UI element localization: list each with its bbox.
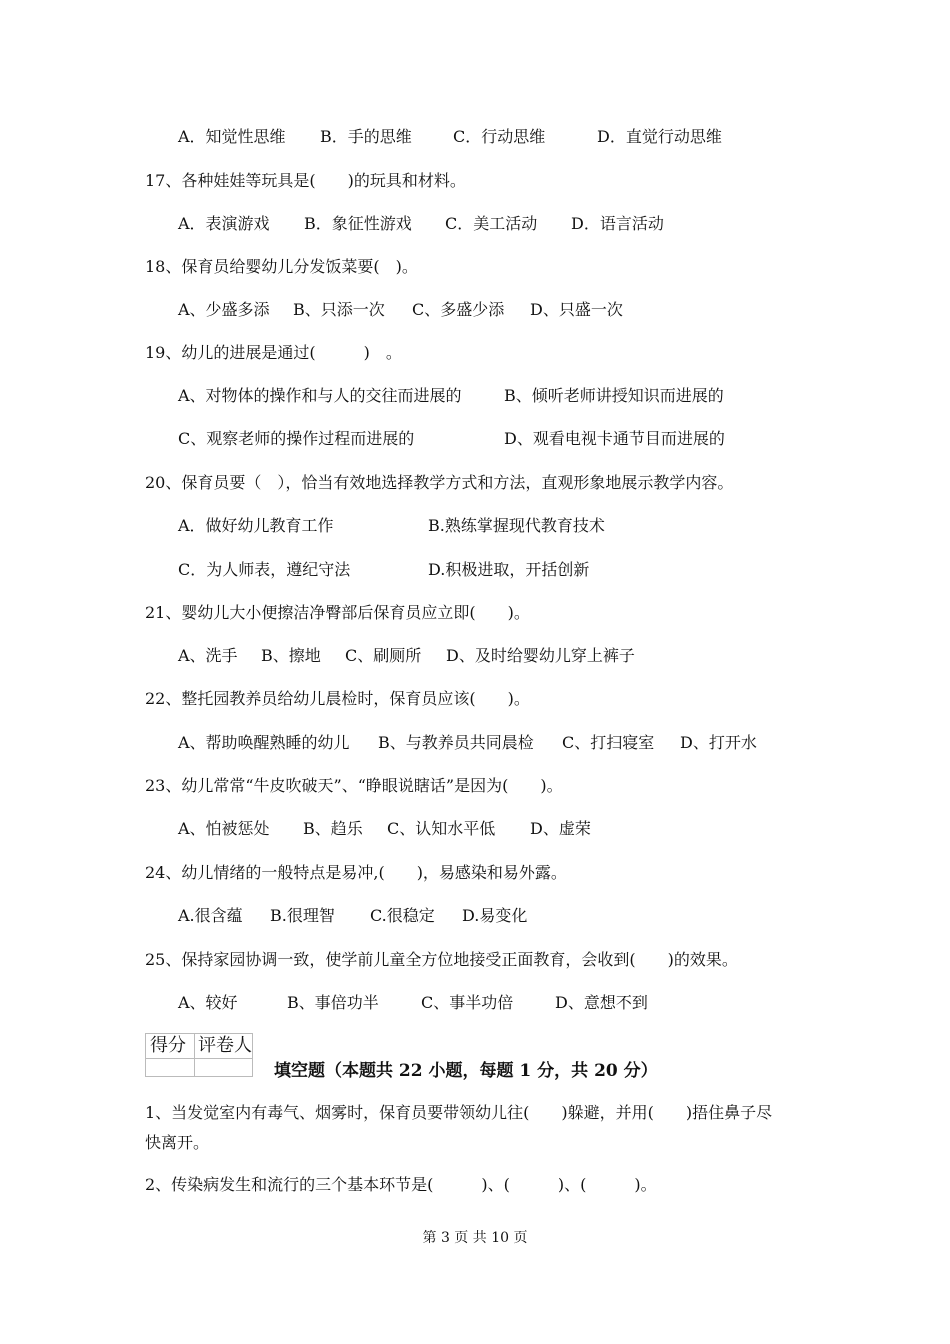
q16-option-d: D．直觉行动思维 xyxy=(597,127,722,146)
q21-option-d: D、及时给婴幼儿穿上裤子 xyxy=(446,646,635,665)
fill1-line1: 1、当发觉室内有毒气、烟雾时，保育员要带领幼儿往( )躲避，并用( )捂住鼻子尽 xyxy=(145,1103,773,1122)
q19-option-a: A、对物体的操作和与人的交往而进展的 xyxy=(178,386,462,405)
q25-option-b: B、事倍功半 xyxy=(287,993,379,1012)
q20-option-c: C．为人师表，遵纪守法 xyxy=(178,560,351,579)
q17-option-d: D．语言活动 xyxy=(571,214,664,233)
q22-option-b: B、与教养员共同晨检 xyxy=(378,733,534,752)
grader-label: 评卷人 xyxy=(198,1035,252,1056)
q18-option-c: C、多盛少添 xyxy=(412,300,505,319)
q19-option-d: D、观看电视卡通节目而进展的 xyxy=(504,429,725,448)
q25-option-d: D、意想不到 xyxy=(555,993,648,1012)
fill1-line2: 快离开。 xyxy=(145,1133,210,1152)
q17-option-a: A．表演游戏 xyxy=(178,214,270,233)
q20-stem: 20、保育员要（ ），恰当有效地选择教学方式和方法，直观形象地展示教学内容。 xyxy=(145,473,734,492)
q17-stem: 17、各种娃娃等玩具是( )的玩具和材料。 xyxy=(145,171,466,190)
score-label: 得分 xyxy=(150,1035,186,1056)
q23-option-c: C、认知水平低 xyxy=(387,819,496,838)
q16-option-b: B．手的思维 xyxy=(320,127,412,146)
q23-option-b: B、趋乐 xyxy=(303,819,363,838)
q17-option-c: C．美工活动 xyxy=(445,214,538,233)
q24-option-b: B.很理智 xyxy=(270,906,335,925)
score-table-row-divider xyxy=(146,1058,252,1059)
score-table xyxy=(145,1033,253,1077)
q19-stem: 19、幼儿的进展是通过( ) 。 xyxy=(145,343,402,362)
q18-option-b: B、只添一次 xyxy=(293,300,385,319)
q21-option-a: A、洗手 xyxy=(178,646,238,665)
q25-option-c: C、事半功倍 xyxy=(421,993,514,1012)
q19-option-c: C、观察老师的操作过程而进展的 xyxy=(178,429,415,448)
q20-option-d: D.积极进取，开括创新 xyxy=(428,560,590,579)
q25-option-a: A、较好 xyxy=(178,993,238,1012)
q24-option-a: A.很含蕴 xyxy=(178,906,243,925)
q16-option-a: A．知觉性思维 xyxy=(178,127,286,146)
q20-option-b: B.熟练掌握现代教育技术 xyxy=(428,516,605,535)
page-footer: 第 3 页 共 10 页 xyxy=(422,1230,528,1246)
q16-option-c: C．行动思维 xyxy=(453,127,546,146)
q22-option-d: D、打开水 xyxy=(680,733,757,752)
q18-option-a: A、少盛多添 xyxy=(178,300,270,319)
q18-stem: 18、保育员给婴幼儿分发饭菜要( )。 xyxy=(145,257,418,276)
q20-option-a: A．做好幼儿教育工作 xyxy=(178,516,334,535)
q17-option-b: B．象征性游戏 xyxy=(304,214,412,233)
q25-stem: 25、保持家园协调一致，使学前儿童全方位地接受正面教育，会收到( )的效果。 xyxy=(145,950,738,969)
q23-stem: 23、幼儿常常“牛皮吹破天”、“睁眼说瞎话”是因为( )。 xyxy=(145,776,563,795)
q23-option-a: A、怕被惩处 xyxy=(178,819,270,838)
q21-option-c: C、刷厕所 xyxy=(345,646,422,665)
q24-option-c: C.很稳定 xyxy=(370,906,435,925)
score-table-divider xyxy=(194,1034,195,1076)
q24-stem: 24、幼儿情绪的一般特点是易冲,( )，易感染和易外露。 xyxy=(145,863,567,882)
section-title: 填空题（本题共 22 小题，每题 1 分，共 20 分） xyxy=(274,1061,658,1081)
q22-stem: 22、整托园教养员给幼儿晨检时，保育员应该( )。 xyxy=(145,689,530,708)
q18-option-d: D、只盛一次 xyxy=(530,300,623,319)
q22-option-c: C、打扫寝室 xyxy=(562,733,655,752)
q21-option-b: B、擦地 xyxy=(261,646,321,665)
q19-option-b: B、倾听老师讲授知识而进展的 xyxy=(504,386,724,405)
q21-stem: 21、婴幼儿大小便擦洁净臀部后保育员应立即( )。 xyxy=(145,603,530,622)
q23-option-d: D、虚荣 xyxy=(530,819,591,838)
q24-option-d: D.易变化 xyxy=(462,906,528,925)
fill2-stem: 2、传染病发生和流行的三个基本环节是( )、( )、( )。 xyxy=(145,1175,657,1194)
q22-option-a: A、帮助唤醒熟睡的幼儿 xyxy=(178,733,350,752)
